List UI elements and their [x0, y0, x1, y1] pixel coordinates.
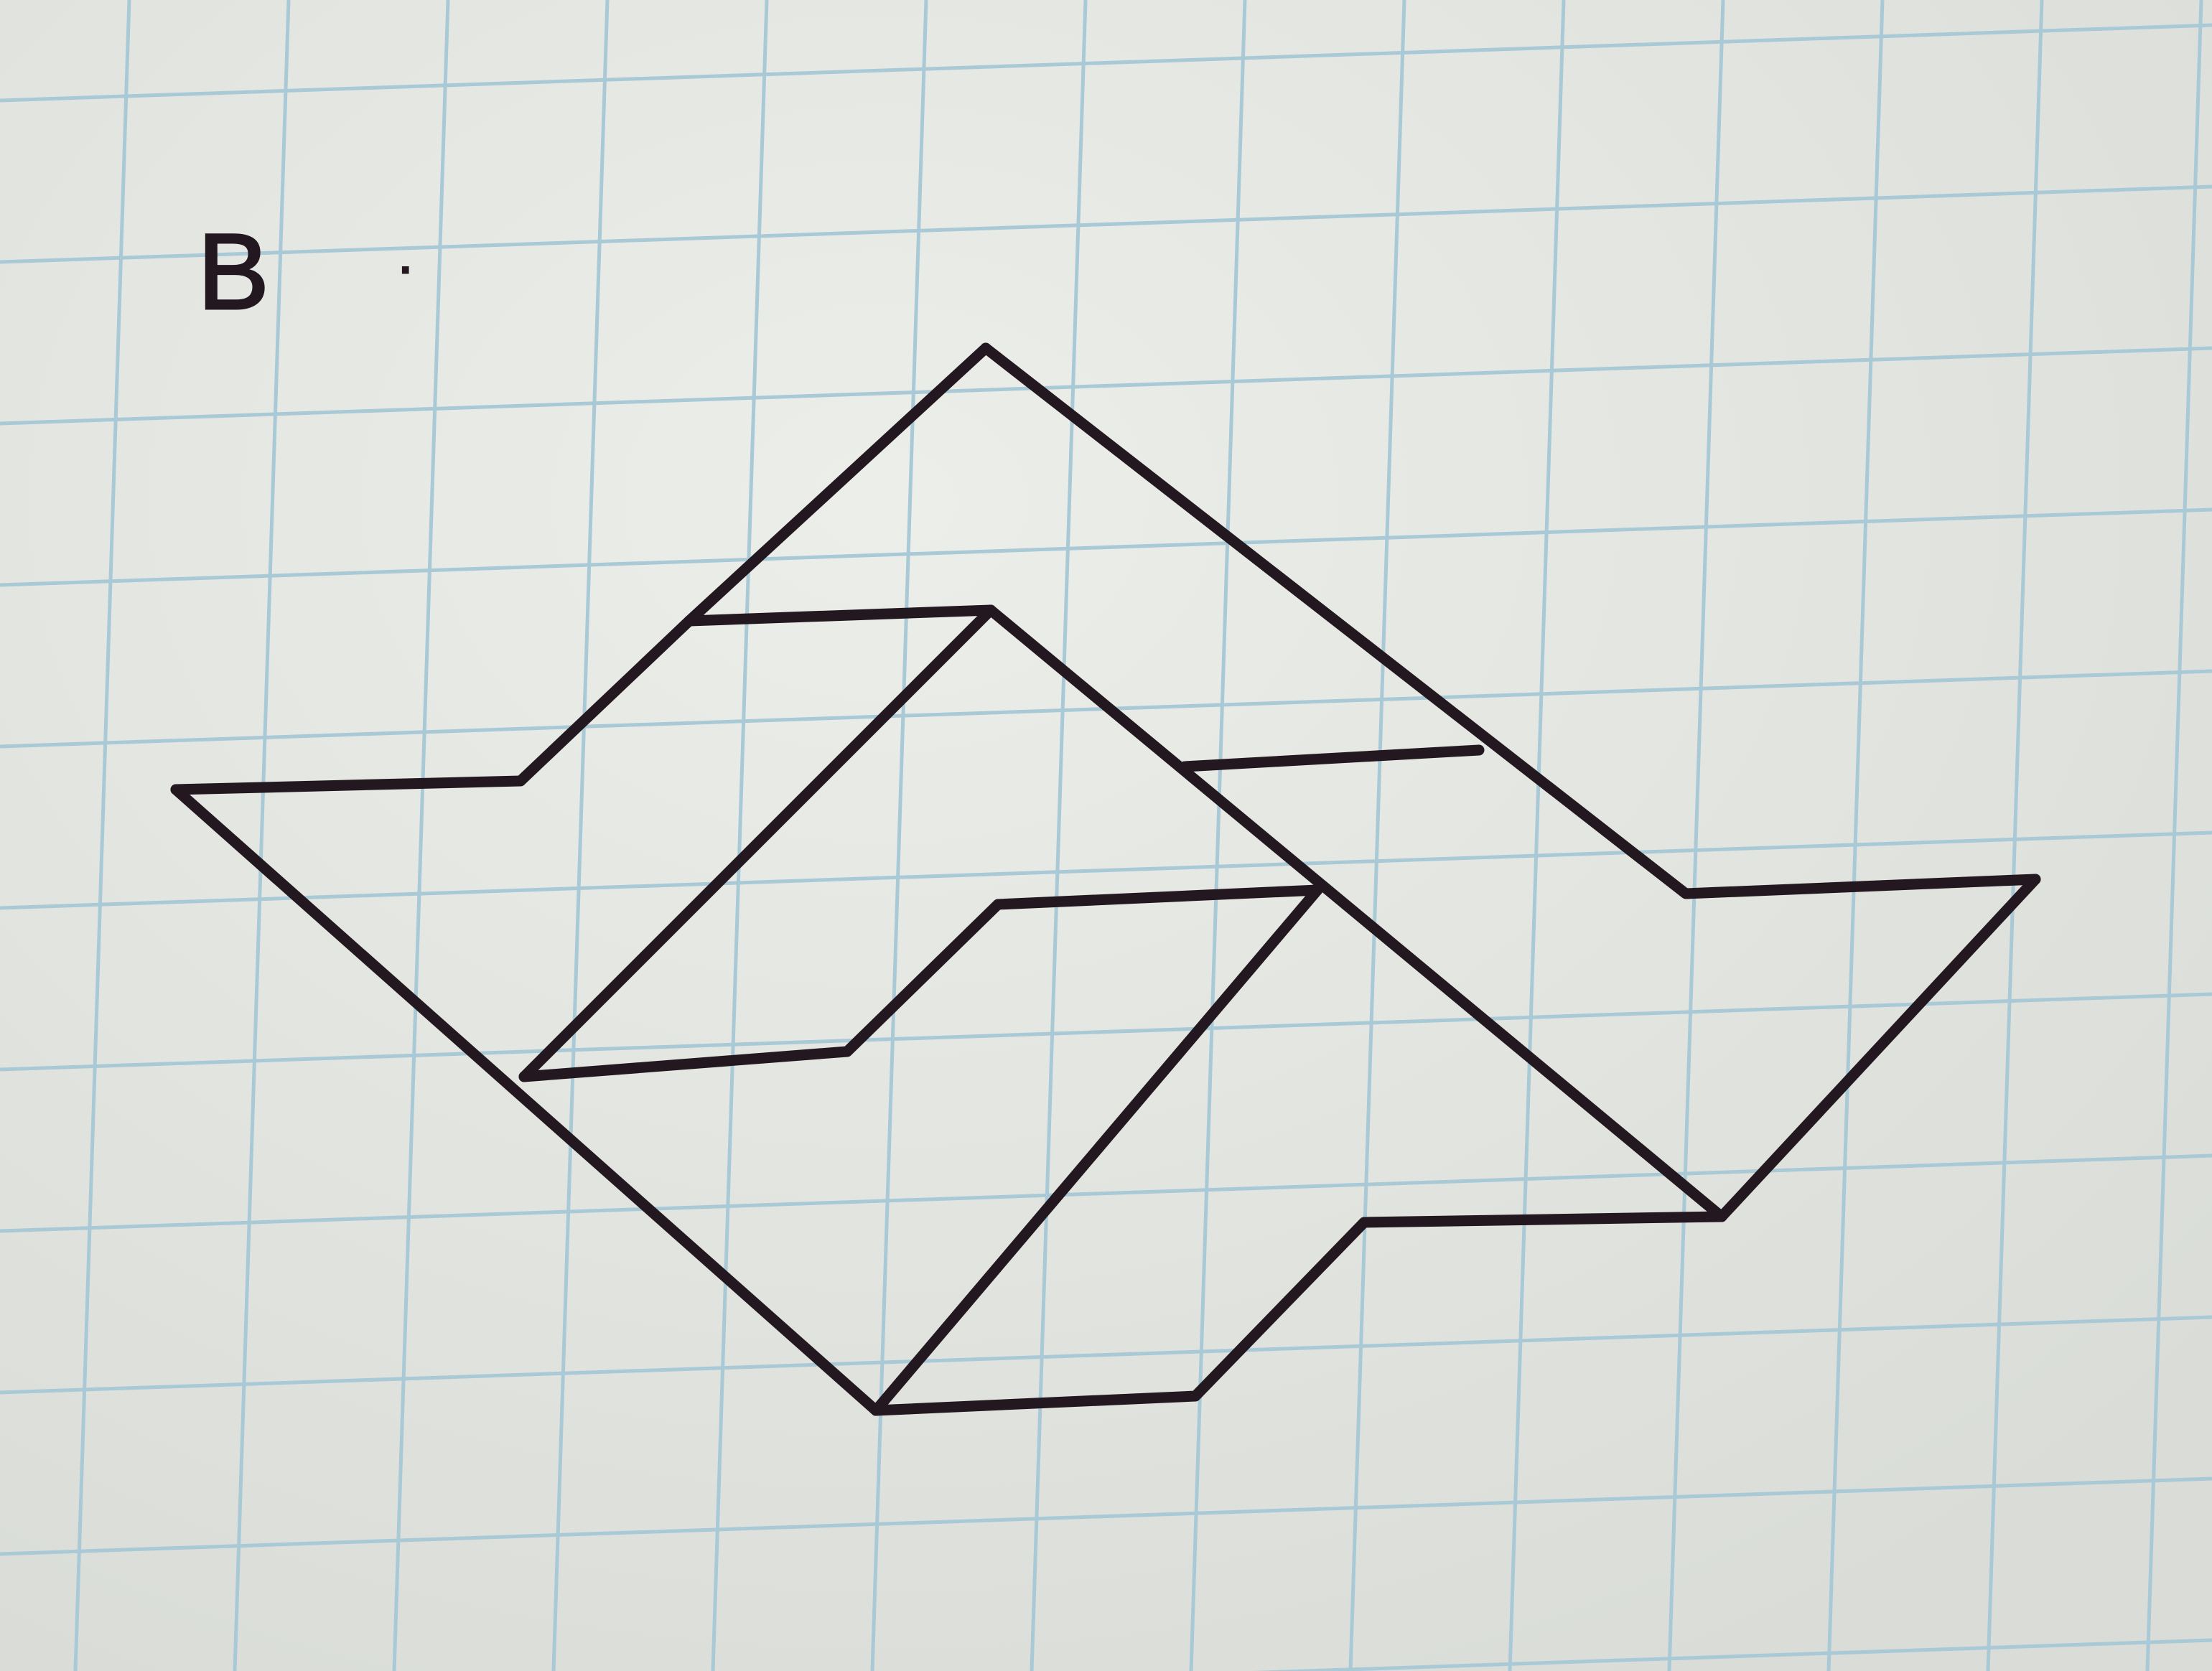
figure-label-letter: B	[197, 211, 270, 332]
figure-label-period: .	[398, 228, 413, 284]
